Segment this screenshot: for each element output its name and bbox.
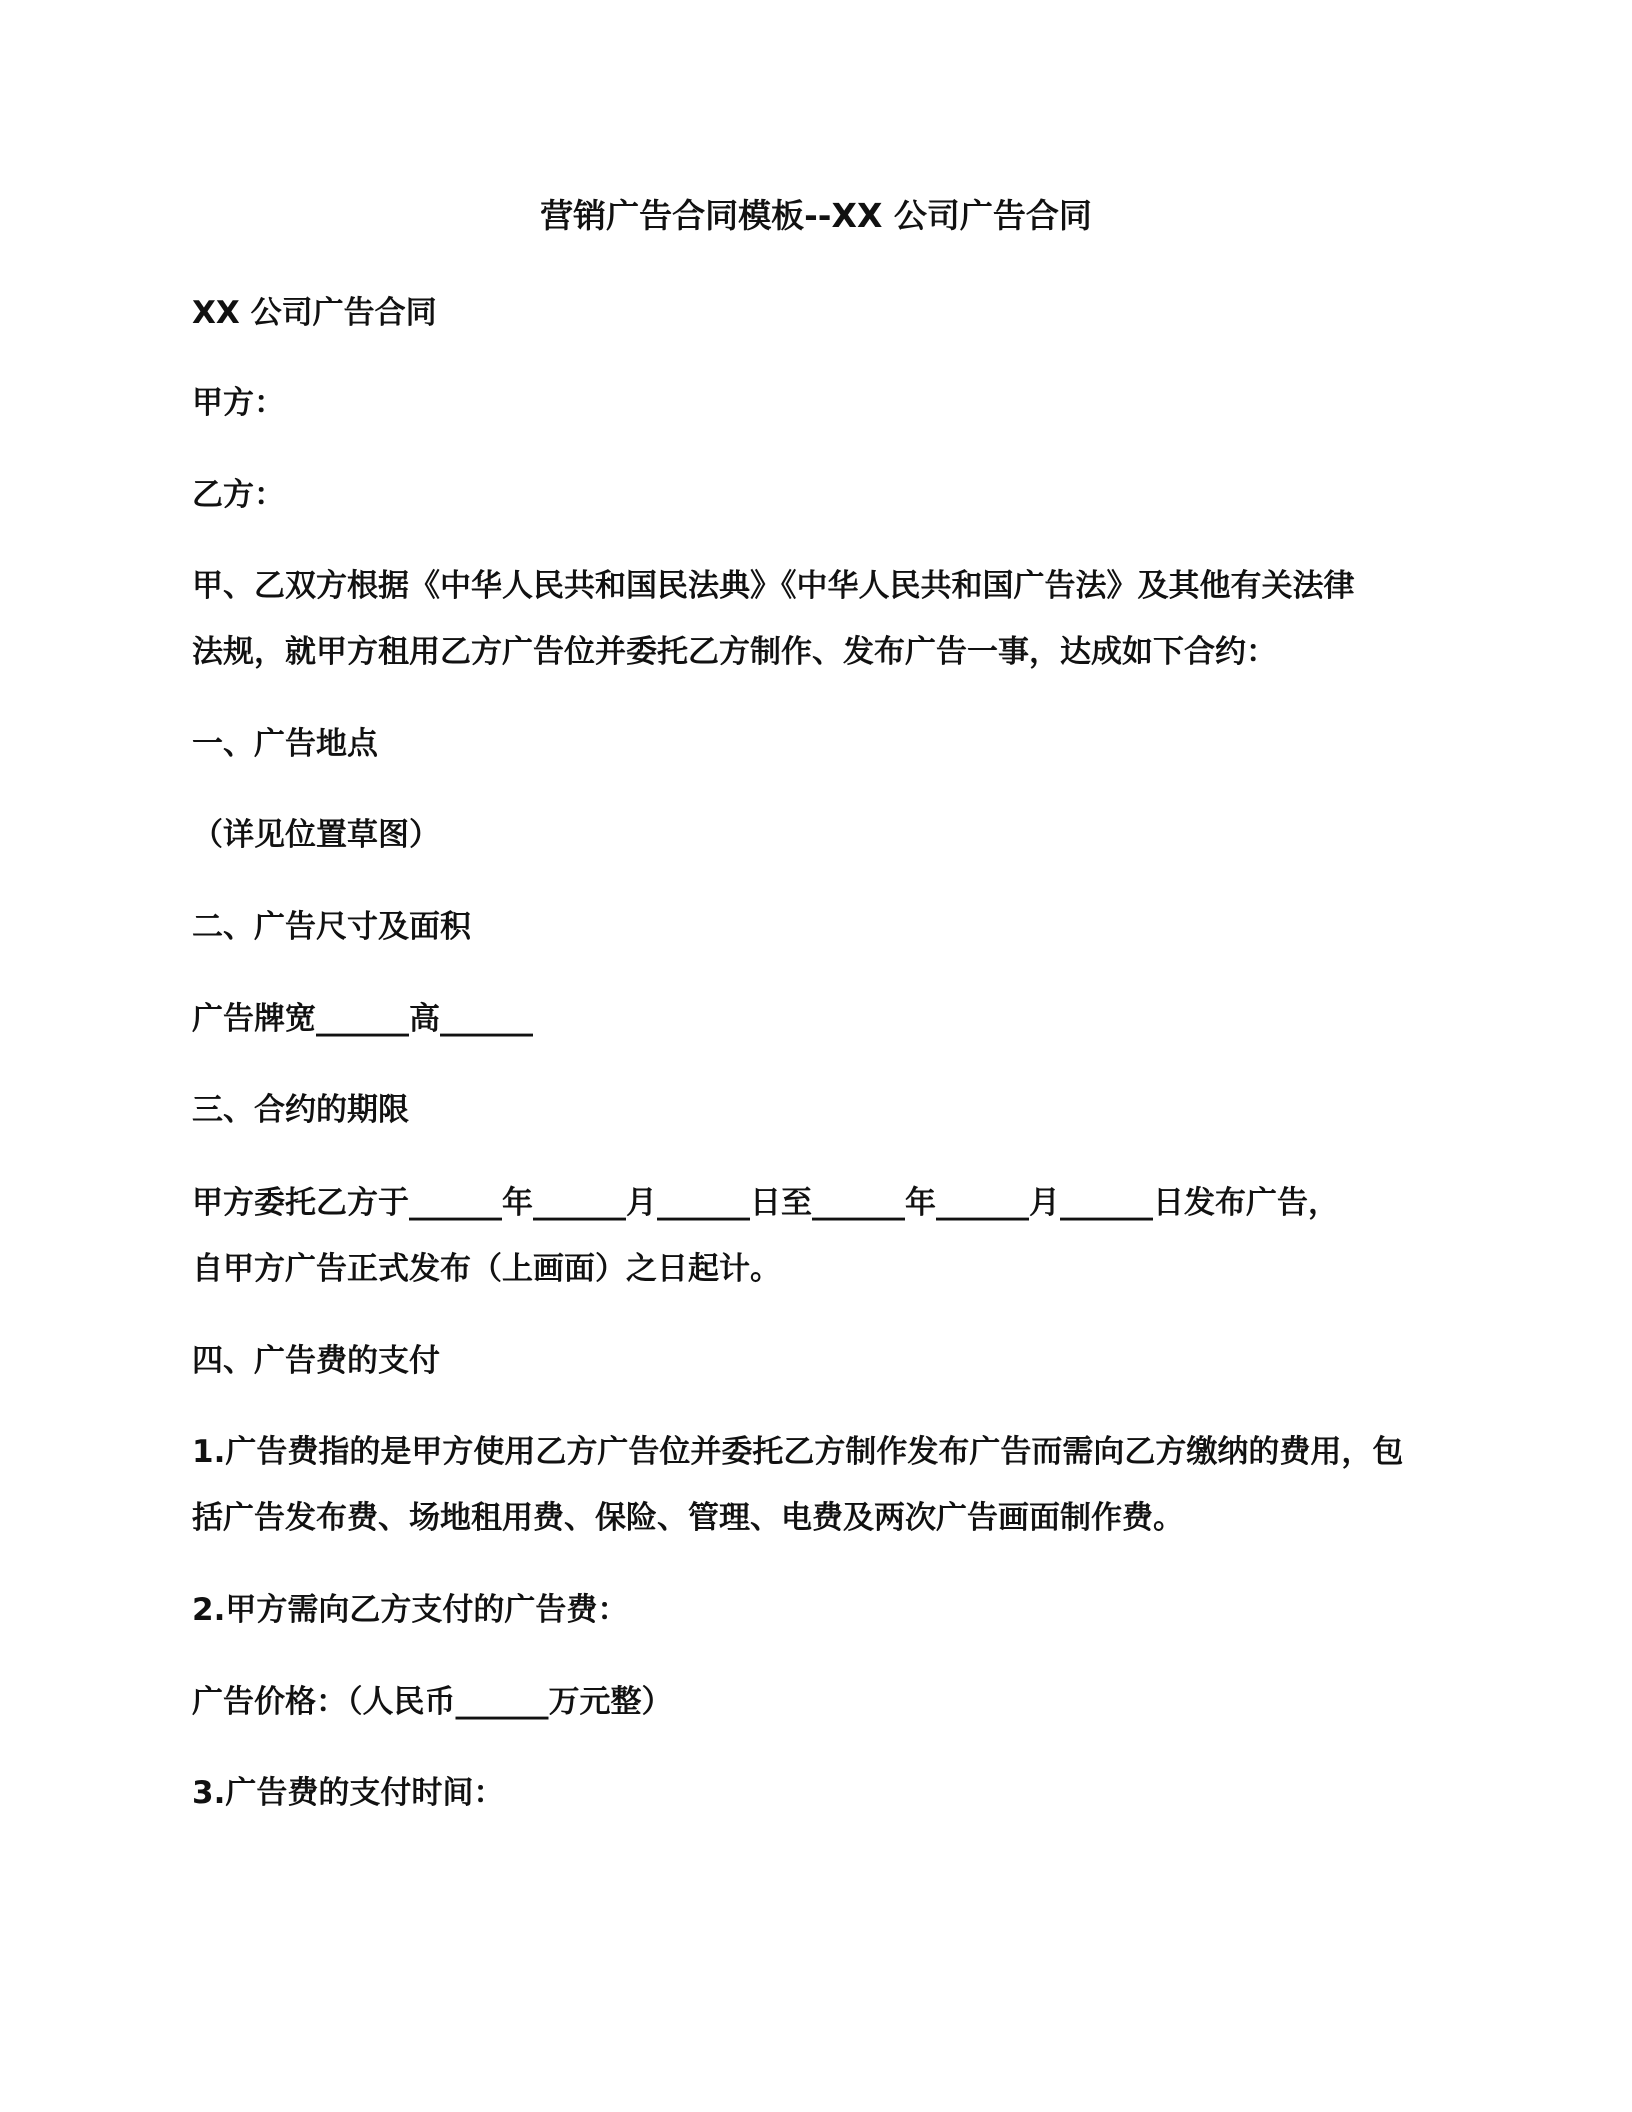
paragraph-line: 3.广告费的支付时间： xyxy=(192,1775,505,1811)
contract-name xyxy=(192,280,1442,346)
paragraph-line: 括广告发布费、场地租用费、保险、管理、电费及两次广告画面制作费。 xyxy=(192,1500,1184,1536)
section-heading-payment xyxy=(192,1328,1442,1394)
document-title: 营销广告合同模板--XX 公司广告合同 xyxy=(540,196,1092,235)
price-field xyxy=(192,1669,1442,1735)
paragraph-line: 广告牌宽______高______ xyxy=(192,1001,533,1037)
paragraph-line: 四、广告费的支付 xyxy=(192,1343,440,1379)
paragraph-line: 甲方： xyxy=(192,385,285,421)
payment-clause-3 xyxy=(192,1760,1442,1826)
preamble-paragraph xyxy=(192,553,1442,685)
paragraph-line: 甲、乙双方根据《中华人民共和国民法典》《中华人民共和国广告法》及其他有关法律 xyxy=(192,568,1355,604)
paragraph-line: （详见位置草图） xyxy=(192,817,440,853)
billboard-size-field xyxy=(192,986,1442,1052)
party-b-field xyxy=(192,462,1442,528)
paragraph-line: 1.广告费指的是甲方使用乙方广告位并委托乙方制作发布广告而需向乙方缴纳的费用，包 xyxy=(192,1434,1404,1470)
paragraph-line: 三、合约的期限 xyxy=(192,1092,409,1128)
paragraph-line: 二、广告尺寸及面积 xyxy=(192,909,471,945)
payment-clause-2 xyxy=(192,1577,1442,1643)
party-a-field xyxy=(192,370,1442,436)
section-heading-term xyxy=(192,1077,1442,1143)
paragraph-line: 乙方： xyxy=(192,477,285,513)
section-heading-size xyxy=(192,894,1442,960)
paragraph-line: 2.甲方需向乙方支付的广告费： xyxy=(192,1592,629,1628)
payment-clause-1 xyxy=(192,1419,1442,1551)
paragraph-line: XX 公司广告合同 xyxy=(192,295,437,331)
section-heading-location xyxy=(192,711,1442,777)
location-note xyxy=(192,802,1442,868)
paragraph-line: 一、广告地点 xyxy=(192,726,378,762)
paragraph-line: 自甲方广告正式发布（上画面）之日起计。 xyxy=(192,1251,781,1287)
paragraph-line: 法规，就甲方租用乙方广告位并委托乙方制作、发布广告一事，达成如下合约： xyxy=(192,634,1277,670)
term-paragraph xyxy=(192,1170,1442,1302)
paragraph-line: 甲方委托乙方于______年______月______日至______年______月______日发布广告， xyxy=(192,1185,1339,1221)
paragraph-line: 广告价格：（人民币______万元整） xyxy=(192,1684,673,1720)
